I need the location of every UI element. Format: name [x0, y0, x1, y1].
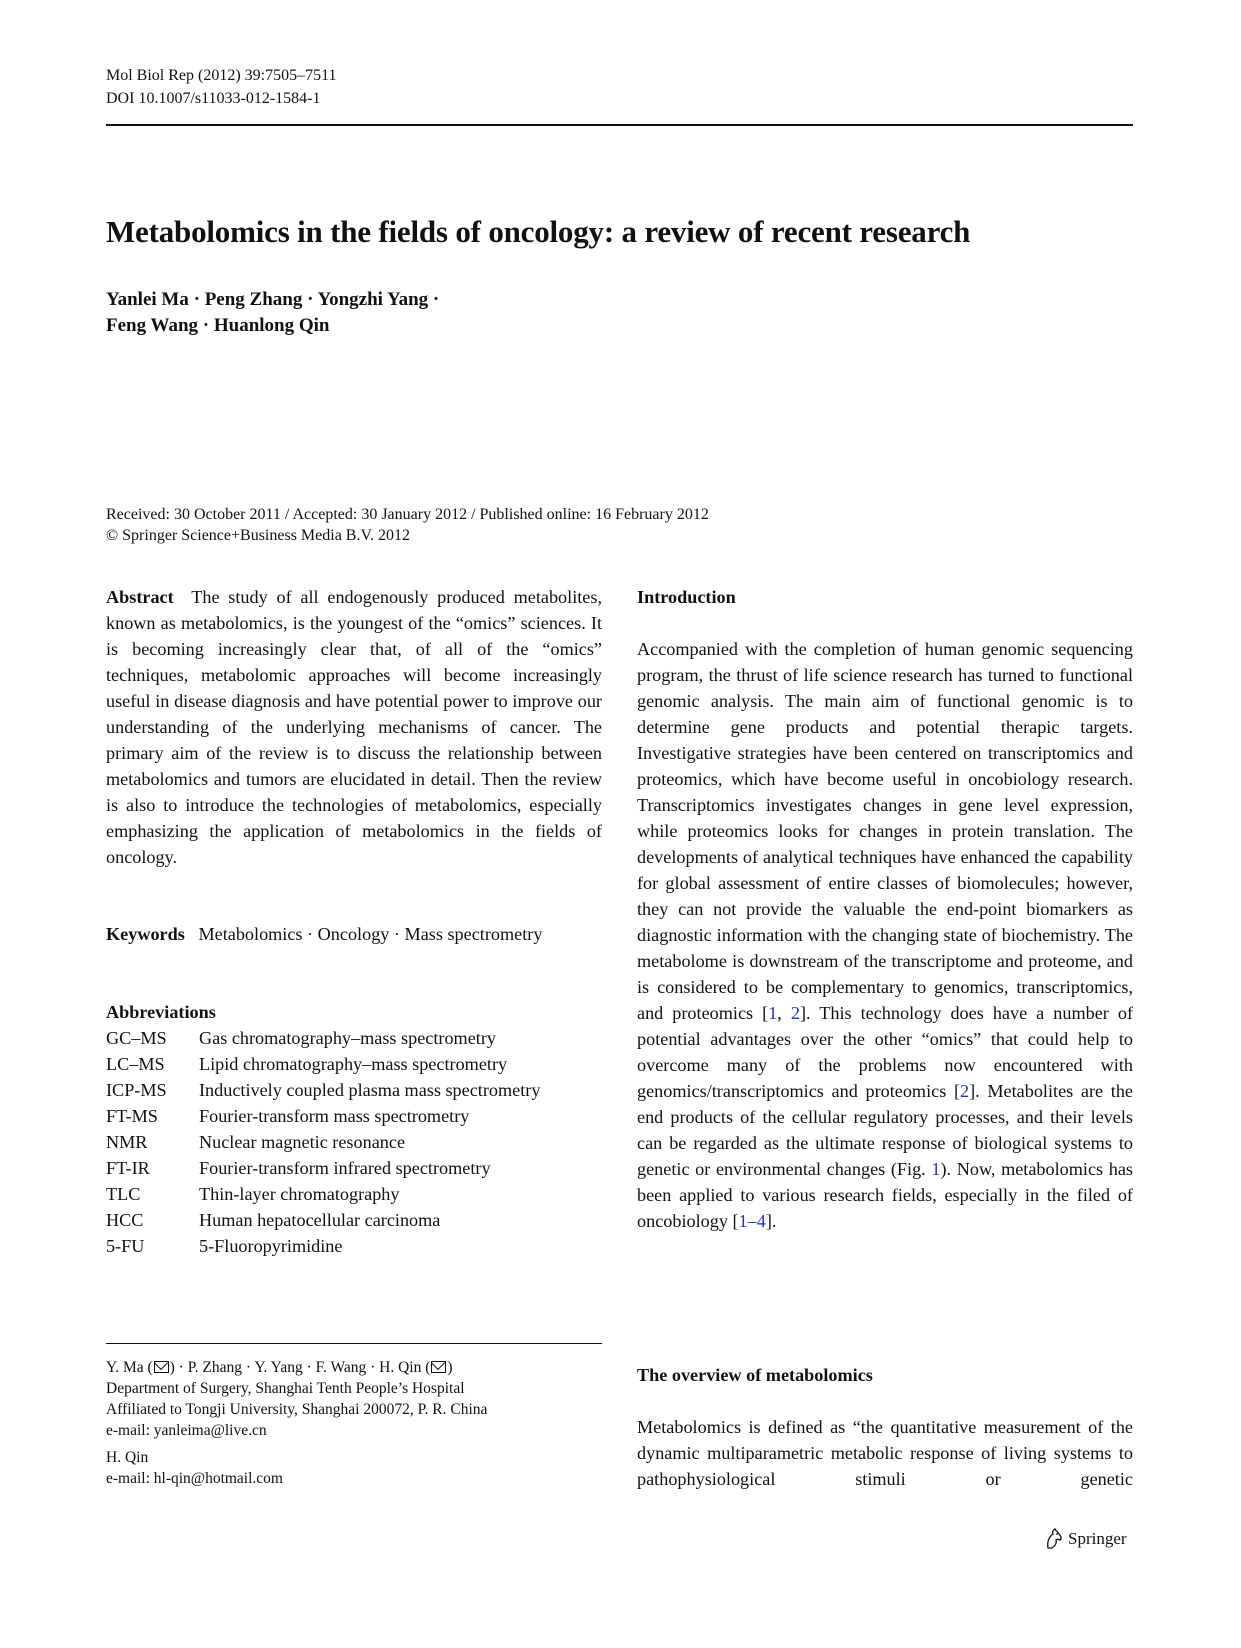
abbreviations-heading: Abbreviations — [106, 1002, 216, 1022]
abbreviation-term: LC–MS — [106, 1054, 165, 1074]
abbreviation-definition: 5-Fluoropyrimidine — [199, 1236, 343, 1256]
abbreviation-row — [106, 1207, 540, 1233]
abstract-label: Abstract — [106, 587, 174, 607]
affiliation-dept: Department of Surgery, Shanghai Tenth People’s Hospital — [106, 1380, 465, 1397]
reference-link[interactable]: 2 — [790, 1003, 800, 1023]
abbreviation-definition: Fourier-transform mass spectrometry — [199, 1106, 470, 1126]
keywords-text: Metabolomics · Oncology · Mass spectrometry — [198, 924, 543, 944]
introduction-text — [637, 636, 1133, 1234]
abbreviation-definition: Nuclear magnetic resonance — [199, 1132, 406, 1152]
affiliation-authors-b: ) · P. Zhang · Y. Yang · F. Wang · H. Qin ( — [169, 1359, 431, 1376]
abbreviation-definition: Lipid chromatography–mass spectrometry — [199, 1054, 508, 1074]
abbreviation-term: FT-MS — [106, 1106, 158, 1126]
reference-link[interactable]: 2 — [960, 1081, 970, 1101]
abbreviation-definition: Inductively coupled plasma mass spectrometry — [199, 1080, 541, 1100]
affiliation-univ: Affiliated to Tongji University, Shanghai 200072, P. R. China — [106, 1401, 488, 1418]
journal-citation: Mol Biol Rep (2012) 39:7505–7511 — [106, 67, 337, 84]
abbreviation-row — [106, 1181, 540, 1207]
abbreviation-term: HCC — [106, 1210, 144, 1230]
intro-text-2: ]. This technology does have a number of potential advantages over the other “omics” that could help to overcome many of the problems now encountered with genomics/transcriptomics and proteomics [ — [637, 1003, 1134, 1101]
springer-horse-icon — [1044, 1528, 1064, 1550]
abbreviation-row — [106, 1129, 540, 1155]
affiliation-block — [106, 1357, 487, 1441]
abbreviation-term: NMR — [106, 1132, 148, 1152]
journal-doi: DOI 10.1007/s11033-012-1584-1 — [106, 90, 321, 107]
reference-link[interactable]: 1 — [768, 1003, 778, 1023]
keywords — [106, 921, 602, 947]
intro-text-5: ]. — [765, 1211, 777, 1231]
abbreviations — [106, 999, 602, 1259]
abbreviation-definition: Human hepatocellular carcinoma — [199, 1210, 441, 1230]
abstract — [106, 584, 602, 870]
affiliation-authors-c: ) — [447, 1359, 453, 1376]
affiliation-email-2[interactable]: e-mail: hl-qin@hotmail.com — [106, 1470, 283, 1487]
abbreviation-row — [106, 1077, 540, 1103]
abbreviation-row — [106, 1155, 540, 1181]
author-line-1: Yanlei Ma · Peng Zhang · Yongzhi Yang · — [106, 289, 440, 310]
paper-title: Metabolomics in the fields of oncology: a review of recent research — [106, 214, 971, 249]
dates-line: Received: 30 October 2011 / Accepted: 30 January 2012 / Published online: 16 February 2012 — [106, 506, 709, 523]
copyright-line: © Springer Science+Business Media B.V. 2012 — [106, 527, 410, 544]
envelope-icon — [431, 1361, 446, 1373]
abbreviation-definition: Thin-layer chromatography — [199, 1184, 400, 1204]
abbreviation-term: FT-IR — [106, 1158, 150, 1178]
abbreviation-row — [106, 1051, 540, 1077]
abbreviation-term: 5-FU — [106, 1236, 145, 1256]
publication-dates — [106, 504, 709, 546]
abstract-text: The study of all endogenously produced metabolites, known as metabolomics, is the youngest of the “omics” sciences. It is becoming increasingly clear that, of all of the “omics” techniques, metabolomic approaches will become increasingly useful in disease diagnosis and have potential power to improve our understanding of the underlying mechanisms of cancer. The primary aim of the review is to discuss the relationship between metabolomics and tumors are elucidated in detail. Then the review is also to introduce the technologies of metabolomics, especially emphasizing the application of metabolomics in the fields of oncology. — [106, 587, 603, 867]
affiliation-authors-a: Y. Ma ( — [106, 1359, 153, 1376]
envelope-icon — [154, 1361, 169, 1373]
author-line-2: Feng Wang · Huanlong Qin — [106, 315, 330, 336]
abbreviation-term: ICP-MS — [106, 1080, 167, 1100]
intro-text-4: ). Now, metabolomics has been applied to various research fields, especially in the filed of oncobiology [ — [637, 1159, 1134, 1231]
publisher-name: Springer — [1068, 1529, 1127, 1548]
abbreviation-term: TLC — [106, 1184, 141, 1204]
intro-sep: , — [777, 1003, 791, 1023]
overview-text: Metabolomics is defined as “the quantitative measurement of the dynamic multiparametric metabolic response of living systems to pathophysiological stimuli or genetic — [637, 1417, 1133, 1489]
abbreviation-definition: Gas chromatography–mass spectrometry — [199, 1028, 496, 1048]
header-rule — [106, 124, 1133, 126]
keywords-label: Keywords — [106, 924, 185, 944]
overview-heading: The overview of metabolomics — [637, 1365, 873, 1385]
introduction-heading: Introduction — [637, 587, 736, 607]
author-list — [106, 287, 439, 339]
affiliation-block-2 — [106, 1447, 283, 1489]
publisher-logo — [1044, 1528, 1127, 1550]
figure-link[interactable]: 1 — [931, 1159, 941, 1179]
abbreviation-term: GC–MS — [106, 1028, 167, 1048]
affiliation-rule — [106, 1343, 602, 1344]
journal-header — [106, 64, 337, 110]
affiliation-authors — [106, 1357, 487, 1378]
affiliation-email-1[interactable]: e-mail: yanleima@live.cn — [106, 1422, 267, 1439]
reference-link[interactable]: 1–4 — [738, 1211, 766, 1231]
abbreviation-row — [106, 1103, 540, 1129]
intro-text-3: ]. Metabolites are the end products of the cellular regulatory processes, and their levels can be regarded as the ultimate response of biological systems to genetic or environmental changes (Fig. — [637, 1081, 1133, 1179]
abbreviation-row — [106, 1025, 540, 1051]
abbreviation-row — [106, 1233, 540, 1259]
affiliation-name-2: H. Qin — [106, 1449, 149, 1466]
abbreviation-definition: Fourier-transform infrared spectrometry — [199, 1158, 491, 1178]
intro-text-1: Accompanied with the completion of human genomic sequencing program, the thrust of life science research has turned to functional genomic analysis. The main aim of functional genomic is to determine gene products and potential therapic targets. Investigative strategies have been centered on transcriptomics and proteomics, which have become useful in oncobiology research. Transcriptomics investigates changes in gene level expression, while proteomics looks for changes in protein translation. The developments of analytical techniques have enhanced the capability for global assessment of entire classes of biomolecules; however, they can not provide the valuable the end-point biomarkers as diagnostic information with the changing state of biochemistry. The metabolome is downstream of the transcriptome and proteome, and is considered to be complementary to genomics, transcriptomics, and proteomics [ — [637, 639, 1133, 1023]
abbreviations-table — [106, 1025, 540, 1259]
